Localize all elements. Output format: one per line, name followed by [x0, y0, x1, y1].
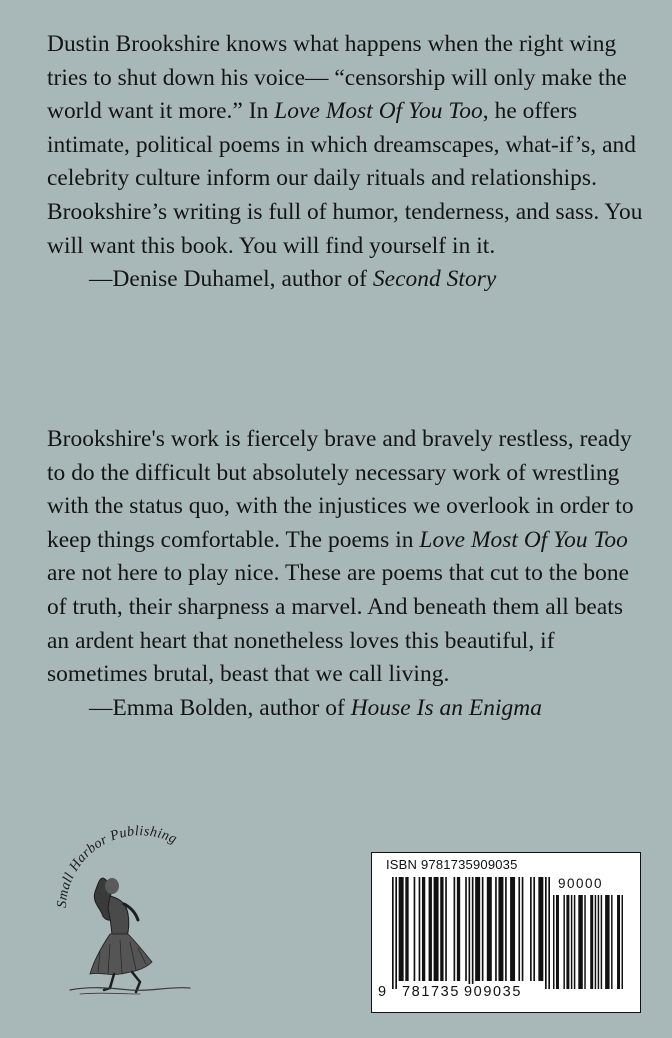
barcode-bar — [545, 877, 547, 989]
barcode-bar — [405, 877, 408, 981]
attribution-book-title: Second Story — [372, 266, 497, 293]
barcode-bar — [482, 877, 484, 981]
barcode-digits-left: 781735 — [402, 984, 460, 1000]
girl-running-icon — [70, 878, 190, 994]
book-title: Love Most Of You Too — [419, 526, 628, 553]
barcode-bar — [414, 877, 416, 981]
blurb-bolden-attribution: —Emma Bolden, author of House Is an Enigma — [89, 694, 542, 721]
barcode-bar — [487, 877, 492, 981]
barcode-addon-bar — [590, 895, 593, 989]
barcode-bar — [495, 877, 497, 981]
barcode-bar — [475, 877, 480, 981]
barcode-addon-bar — [574, 895, 575, 989]
barcode-bar — [533, 877, 535, 981]
barcode-bar — [510, 877, 515, 981]
barcode-addon-bar — [617, 895, 620, 989]
publisher-logo — [40, 822, 240, 1018]
barcode-main-bars — [392, 877, 550, 989]
barcode-bar — [518, 877, 520, 981]
barcode-addon-bar — [598, 895, 599, 989]
barcode-bar — [445, 877, 447, 981]
barcode-bar — [429, 877, 432, 981]
barcode-addon-bar — [611, 895, 612, 989]
barcode-addon-bar — [595, 895, 596, 989]
barcode-addon-bar — [563, 895, 564, 989]
barcode-bar — [472, 877, 474, 989]
barcode-bar — [457, 877, 460, 981]
barcode-bar — [522, 877, 524, 981]
barcode-addon-bars — [553, 895, 623, 989]
barcode-bar — [419, 877, 421, 981]
barcode-addon-bar — [553, 895, 554, 989]
barcode-addon-bar — [622, 895, 623, 989]
barcode-bar — [530, 877, 532, 981]
barcode-addon-bar — [578, 895, 582, 989]
barcode-bar — [469, 877, 471, 989]
barcode-bar — [538, 877, 543, 981]
publisher-name: Small Harbor Publishing — [54, 824, 180, 909]
barcode-bar — [392, 877, 394, 989]
blurb-duhamel-attribution: —Denise Duhamel, author of Second Story — [89, 266, 497, 293]
isbn-barcode — [371, 852, 641, 1013]
barcode-bar — [399, 877, 404, 981]
barcode-addon-bar — [571, 895, 572, 989]
barcode-digits-right: 909035 — [464, 984, 522, 1000]
barcode-bar — [395, 877, 397, 989]
barcode-addon-bar — [584, 895, 585, 989]
publisher-logo-graphic — [40, 822, 240, 1018]
barcode-addon-bar — [566, 895, 569, 989]
barcode-bar — [465, 877, 467, 981]
barcode-addon-bar — [601, 895, 602, 989]
barcode-bar — [434, 877, 439, 981]
blurb-duhamel — [47, 28, 647, 297]
attribution-book-title: House Is an Enigma — [350, 694, 542, 721]
svg-text:Small Harbor Publishing — [55, 824, 179, 908]
barcode-bar — [548, 877, 550, 989]
barcode-bar — [505, 877, 507, 981]
barcode-addon-bar — [605, 895, 609, 989]
barcode-digit-lead: 9 — [378, 984, 388, 1000]
barcode-bar — [440, 877, 443, 981]
book-title: Love Most Of You Too — [274, 98, 483, 125]
blurb-duhamel-text: Dustin Brookshire knows what happens when the right wing tries to shut down his voice— “censorship will only make the world want it more.” In Love Most Of You Too, he offers intimate, political poems in which dreamscapes, what-if’s, and celebrity culture inform our daily rituals and relationships. Brookshire’s writing is full of humor, tenderness, and sass. You will want this book. You will find yourself in it. — [47, 31, 643, 259]
barcode-bar — [422, 877, 425, 981]
barcode-addon-number: 90000 — [558, 876, 604, 891]
barcode-bar — [498, 877, 503, 981]
blurb-bolden — [47, 423, 647, 725]
barcode-bar — [454, 877, 456, 981]
barcode-addon-bar — [556, 895, 559, 989]
blurb-bolden-text: Brookshire's work is fiercely brave and bravely restless, ready to do the difficult but absolutely necessary work of wrestling with the status quo, with the injustices we overlook in order to keep things comfortable. The poems in Love Most Of You Too are not here to play nice. These are poems that cut to the bone of truth, their sharpness a marvel. And beneath them all beats an ardent heart that nonetheless loves this beautiful, if sometimes brutal, beast that we call living. — [47, 426, 634, 688]
isbn-label: ISBN 9781735909035 — [386, 857, 518, 872]
